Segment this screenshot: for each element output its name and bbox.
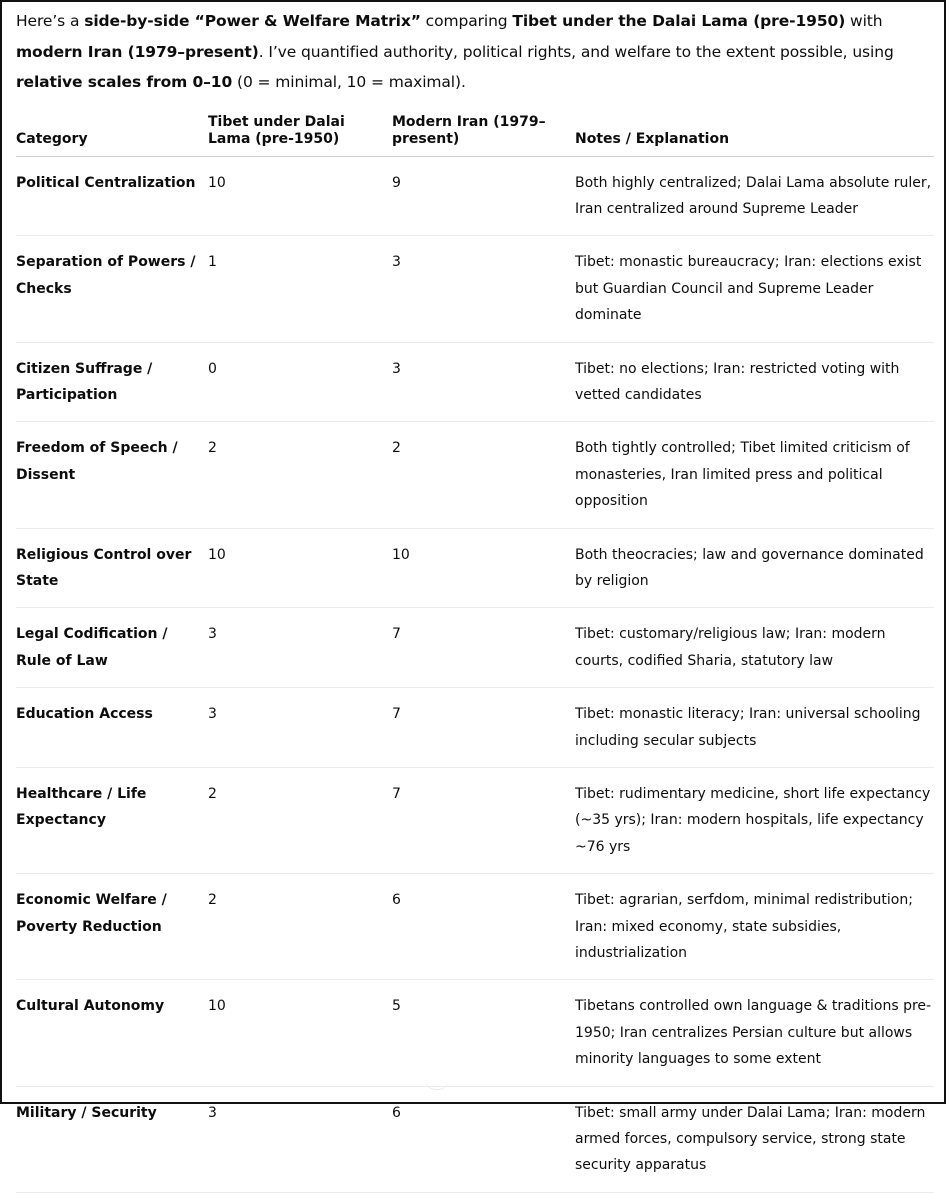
row-category: Economic Welfare / Poverty Reduction [16, 874, 208, 980]
row-tibet-score: 10 [208, 156, 392, 236]
row-iran-score: 7 [392, 608, 575, 688]
intro-bold-scale: relative scales from 0–10 [16, 73, 233, 91]
row-tibet-score: 3 [208, 1086, 392, 1192]
row-notes: Tibetans controlled own language & traditions pre-1950; Iran centralizes Persian culture but allows minority languages to some extent [575, 980, 934, 1086]
row-notes: Tibet: customary/religious law; Iran: modern courts, codified Sharia, statutory law [575, 608, 934, 688]
table-row [16, 528, 934, 608]
row-notes: Tibet: agrarian, serfdom, minimal redistribution; Iran: mixed economy, state subsidies, industrialization [575, 874, 934, 980]
row-notes: Both theocracies; law and governance dominated by religion [575, 528, 934, 608]
row-category: Education Access [16, 688, 208, 768]
row-category: Healthcare / Life Expectancy [16, 768, 208, 874]
row-iran-score: 10 [392, 528, 575, 608]
table-row [16, 874, 934, 980]
row-notes: Both tightly controlled; Tibet limited criticism of monasteries, Iran limited press and political opposition [575, 422, 934, 528]
row-iran-score: 2 [392, 422, 575, 528]
row-tibet-score: 1 [208, 236, 392, 342]
power-welfare-matrix-table [16, 114, 934, 1193]
table-body [16, 156, 934, 1192]
table-row [16, 688, 934, 768]
assistant-message [16, 6, 934, 1193]
header-category: Category [16, 114, 208, 157]
row-iran-score: 6 [392, 874, 575, 980]
row-notes: Tibet: monastic literacy; Iran: universal schooling including secular subjects [575, 688, 934, 768]
row-category: Citizen Suffrage / Participation [16, 342, 208, 422]
intro-text-4: . I’ve quantified authority, political rights, and welfare to the extent possible, using [258, 42, 894, 61]
row-iran-score: 5 [392, 980, 575, 1086]
table-row [16, 980, 934, 1086]
intro-bold-iran: modern Iran (1979–present) [16, 42, 259, 61]
intro-text-3: with [845, 12, 883, 30]
table-row [16, 236, 934, 342]
row-tibet-score: 2 [208, 422, 392, 528]
intro-paragraph [16, 6, 934, 98]
row-tibet-score: 3 [208, 608, 392, 688]
row-category: Separation of Powers / Checks [16, 236, 208, 342]
row-iran-score: 3 [392, 342, 575, 422]
row-category: Religious Control over State [16, 528, 208, 608]
row-tibet-score: 3 [208, 688, 392, 768]
row-iran-score: 9 [392, 156, 575, 236]
row-category: Cultural Autonomy [16, 980, 208, 1086]
row-iran-score: 7 [392, 688, 575, 768]
header-iran: Modern Iran (1979–present) [392, 114, 575, 157]
header-row [16, 114, 934, 157]
row-tibet-score: 2 [208, 768, 392, 874]
intro-text-2: comparing [420, 12, 513, 30]
row-notes: Tibet: small army under Dalai Lama; Iran: modern armed forces, compulsory service, strong state security apparatus [575, 1086, 934, 1192]
row-tibet-score: 0 [208, 342, 392, 422]
row-iran-score: 7 [392, 768, 575, 874]
intro-bold-tibet: Tibet under the Dalai Lama (pre-1950) [512, 12, 846, 30]
row-category: Freedom of Speech / Dissent [16, 422, 208, 528]
row-tibet-score: 10 [208, 980, 392, 1086]
header-notes: Notes / Explanation [575, 114, 934, 157]
row-notes: Tibet: rudimentary medicine, short life expectancy (~35 yrs); Iran: modern hospitals, life expectancy ~76 yrs [575, 768, 934, 874]
row-category: Legal Codification / Rule of Law [16, 608, 208, 688]
table-row [16, 422, 934, 528]
intro-bold-matrix-name: side-by-side “Power & Welfare Matrix” [84, 12, 421, 30]
table-row [16, 608, 934, 688]
row-category: Political Centralization [16, 156, 208, 236]
header-tibet: Tibet under Dalai Lama (pre-1950) [208, 114, 392, 157]
intro-text-5: (0 = minimal, 10 = maximal). [232, 73, 466, 91]
row-iran-score: 3 [392, 236, 575, 342]
row-notes: Tibet: no elections; Iran: restricted voting with vetted candidates [575, 342, 934, 422]
table-row [16, 342, 934, 422]
table-row [16, 156, 934, 236]
row-notes: Both highly centralized; Dalai Lama absolute ruler, Iran centralized around Supreme Leader [575, 156, 934, 236]
row-tibet-score: 2 [208, 874, 392, 980]
intro-text-1: Here’s a [16, 12, 85, 30]
table-header [16, 114, 934, 157]
row-category: Military / Security [16, 1086, 208, 1192]
row-tibet-score: 10 [208, 528, 392, 608]
table-row [16, 768, 934, 874]
row-iran-score: 6 [392, 1086, 575, 1192]
table-row [16, 1086, 934, 1192]
row-notes: Tibet: monastic bureaucracy; Iran: elections exist but Guardian Council and Supreme Leader dominate [575, 236, 934, 342]
